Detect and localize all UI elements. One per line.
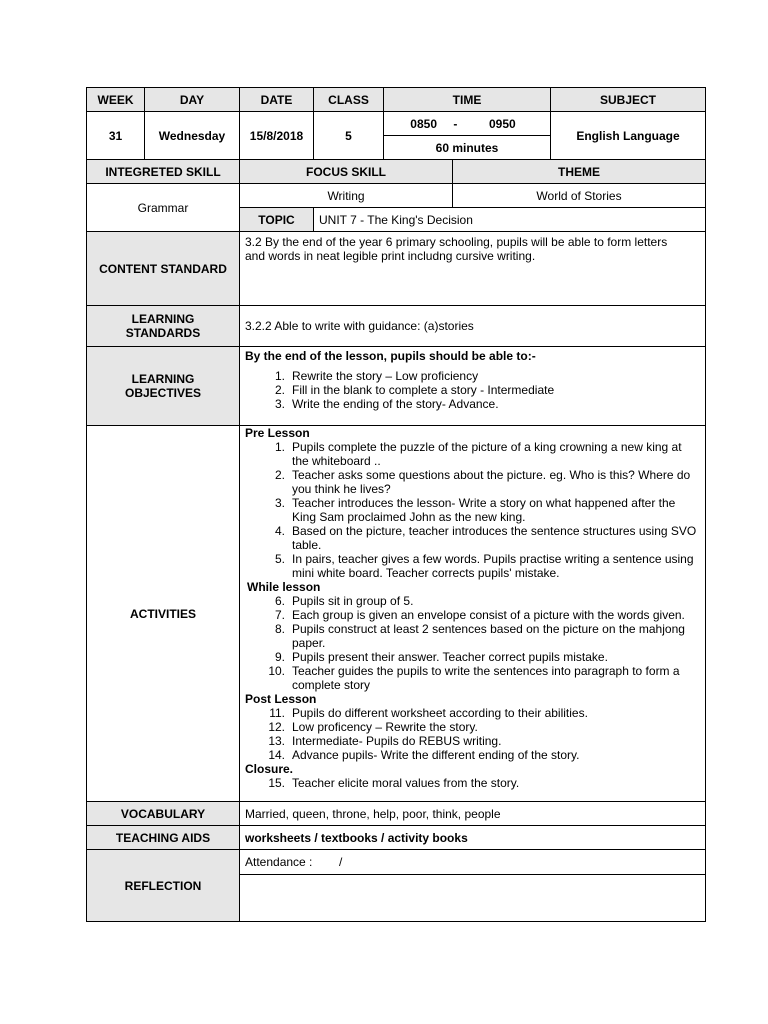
content-standard-text: 3.2 By the end of the year 6 primary schooling, pupils will be able to form letters and words in neat legible print includng cursive writing.: [240, 232, 706, 306]
list-item-text: Pupils sit in group of 5.: [292, 594, 414, 608]
learning-objectives-row: [87, 347, 706, 426]
list-item: [245, 594, 697, 608]
list-item: [245, 440, 697, 468]
duration-value: 60 minutes: [384, 136, 551, 160]
vocabulary-row: [87, 802, 706, 826]
time-separator: -: [453, 116, 458, 131]
learning-objectives-label-line1: LEARNING: [131, 372, 195, 386]
content-standard-row: [87, 232, 706, 306]
list-item-number: 2.: [274, 383, 285, 397]
learning-standards-label-line1: LEARNING: [131, 312, 195, 326]
teaching-aids-row: [87, 826, 706, 850]
list-item: [245, 776, 697, 790]
list-item-number: 10.: [268, 664, 285, 678]
learning-standards-row: [87, 306, 706, 347]
list-item: [245, 664, 697, 692]
list-item-text: Pupils do different worksheet according to their abilities.: [292, 706, 588, 720]
skills-header-row: [87, 160, 706, 184]
list-item-text: Low proficency – Rewrite the story.: [292, 720, 478, 734]
list-item-text: Pupils construct at least 2 sentences based on the picture on the mahjong paper.: [292, 622, 685, 650]
week-value: 31: [87, 112, 145, 160]
list-item-number: 5.: [274, 552, 285, 566]
list-item: [245, 383, 700, 397]
list-item-number: 9.: [274, 650, 285, 664]
attendance-text: Attendance : /: [240, 850, 706, 875]
reflection-row: [87, 850, 706, 875]
list-item-text: Write the ending of the story- Advance.: [292, 397, 499, 411]
teaching-aids-text: worksheets / textbooks / activity books: [240, 826, 706, 850]
list-item: [245, 369, 700, 383]
activities-row: [87, 426, 706, 802]
list-item-number: 8.: [274, 622, 285, 636]
list-item: [245, 552, 697, 580]
list-item-text: Each group is given an envelope consist of a picture with the words given.: [292, 608, 685, 622]
focus-skill-header: FOCUS SKILL: [240, 160, 453, 184]
list-item-number: 4.: [274, 524, 285, 538]
list-item-number: 1.: [274, 369, 285, 383]
activities-cell: [240, 426, 706, 802]
list-item-text: Rewrite the story – Low proficiency: [292, 369, 479, 383]
list-item-text: Teacher introduces the lesson- Write a story on what happened after the King Sam proclaimed John as the new king.: [292, 496, 676, 524]
list-item: [245, 496, 697, 524]
class-value: 5: [314, 112, 384, 160]
focus-skill-value: Writing: [240, 184, 453, 208]
header-row: [87, 88, 706, 112]
time-start: 0850: [410, 116, 437, 131]
learning-objectives-intro: By the end of the lesson, pupils should be able to:-: [245, 349, 536, 363]
list-item-text: Intermediate- Pupils do REBUS writing.: [292, 734, 502, 748]
list-item: [245, 622, 697, 650]
vocabulary-text: Married, queen, throne, help, poor, think, people: [240, 802, 706, 826]
list-item-number: 3.: [274, 397, 285, 411]
day-value: Wednesday: [145, 112, 240, 160]
date-value: 15/8/2018: [240, 112, 314, 160]
while-lesson-list: [245, 594, 697, 692]
list-item-number: 14.: [268, 748, 285, 762]
closure-title: Closure.: [245, 762, 294, 776]
learning-standards-label: [87, 306, 240, 347]
subject-value: English Language: [551, 112, 706, 160]
list-item-number: 12.: [268, 720, 285, 734]
pre-lesson-list: [245, 440, 697, 580]
learning-objectives-label-line2: OBJECTIVES: [124, 386, 202, 400]
list-item-number: 6.: [274, 594, 285, 608]
post-lesson-list: [245, 706, 697, 762]
list-item-number: 11.: [269, 706, 285, 720]
time-end: 0950: [488, 116, 516, 131]
teaching-aids-label: TEACHING AIDS: [87, 826, 240, 850]
theme-value: World of Stories: [453, 184, 706, 208]
reflection-notes: [240, 875, 706, 922]
list-item-text: Based on the picture, teacher introduces the sentence structures using SVO table.: [292, 524, 697, 552]
time-header: TIME: [384, 88, 551, 112]
list-item-text: Teacher elicite moral values from the story.: [292, 776, 520, 790]
list-item-text: Pupils present their answer. Teacher correct pupils mistake.: [292, 650, 608, 664]
integrated-skill-header: INTEGRETED SKILL: [87, 160, 240, 184]
date-header: DATE: [240, 88, 314, 112]
topic-label: TOPIC: [240, 208, 314, 232]
list-item-number: 15.: [268, 776, 285, 790]
list-item-text: Fill in the blank to complete a story - Intermediate: [292, 383, 555, 397]
while-lesson-title: While lesson: [247, 580, 321, 594]
info-row: [87, 112, 706, 136]
list-item: [245, 748, 697, 762]
integrated-skill-value: Grammar: [87, 184, 240, 232]
list-item-number: 13.: [268, 734, 285, 748]
list-item-text: Teacher guides the pupils to write the sentences into paragraph to form a complete story: [292, 664, 680, 692]
class-header: CLASS: [314, 88, 384, 112]
list-item-number: 7.: [274, 608, 285, 622]
lesson-plan-sheet: [86, 87, 705, 922]
list-item-number: 3.: [274, 496, 285, 510]
list-item: [245, 734, 697, 748]
lesson-plan-table: [86, 87, 706, 922]
learning-objectives-list: [245, 369, 700, 411]
list-item: [245, 706, 697, 720]
topic-value: UNIT 7 - The King's Decision: [314, 208, 706, 232]
list-item: [245, 397, 700, 411]
pre-lesson-title: Pre Lesson: [245, 426, 310, 440]
theme-header: THEME: [453, 160, 706, 184]
learning-standards-text: 3.2.2 Able to write with guidance: (a)stories: [240, 306, 706, 347]
list-item-text: Advance pupils- Write the different ending of the story.: [292, 748, 580, 762]
learning-standards-label-line2: STANDARDS: [125, 326, 201, 340]
list-item-text: Teacher asks some questions about the picture. eg. Who is this? Where do you think he lives?: [292, 468, 691, 496]
vocabulary-label: VOCABULARY: [87, 802, 240, 826]
content-standard-label: CONTENT STANDARD: [87, 232, 240, 306]
closure-list: [245, 776, 697, 790]
list-item: [245, 720, 697, 734]
skills-row: [87, 184, 706, 208]
subject-header: SUBJECT: [551, 88, 706, 112]
list-item-text: Pupils complete the puzzle of the picture of a king crowning a new king at the whiteboard ..: [292, 440, 682, 468]
week-header: WEEK: [87, 88, 145, 112]
list-item: [245, 468, 697, 496]
reflection-label: REFLECTION: [87, 850, 240, 922]
day-header: DAY: [145, 88, 240, 112]
list-item: [245, 608, 697, 622]
post-lesson-title: Post Lesson: [245, 692, 317, 706]
learning-objectives-cell: [240, 347, 706, 426]
list-item: [245, 650, 697, 664]
time-range: [384, 112, 551, 136]
list-item-number: 1.: [274, 440, 285, 454]
list-item: [245, 524, 697, 552]
list-item-text: In pairs, teacher gives a few words. Pupils practise writing a sentence using mini white board. Teacher corrects pupils' mistake.: [292, 552, 694, 580]
activities-label: ACTIVITIES: [87, 426, 240, 802]
list-item-number: 2.: [274, 468, 285, 482]
learning-objectives-label: [87, 347, 240, 426]
